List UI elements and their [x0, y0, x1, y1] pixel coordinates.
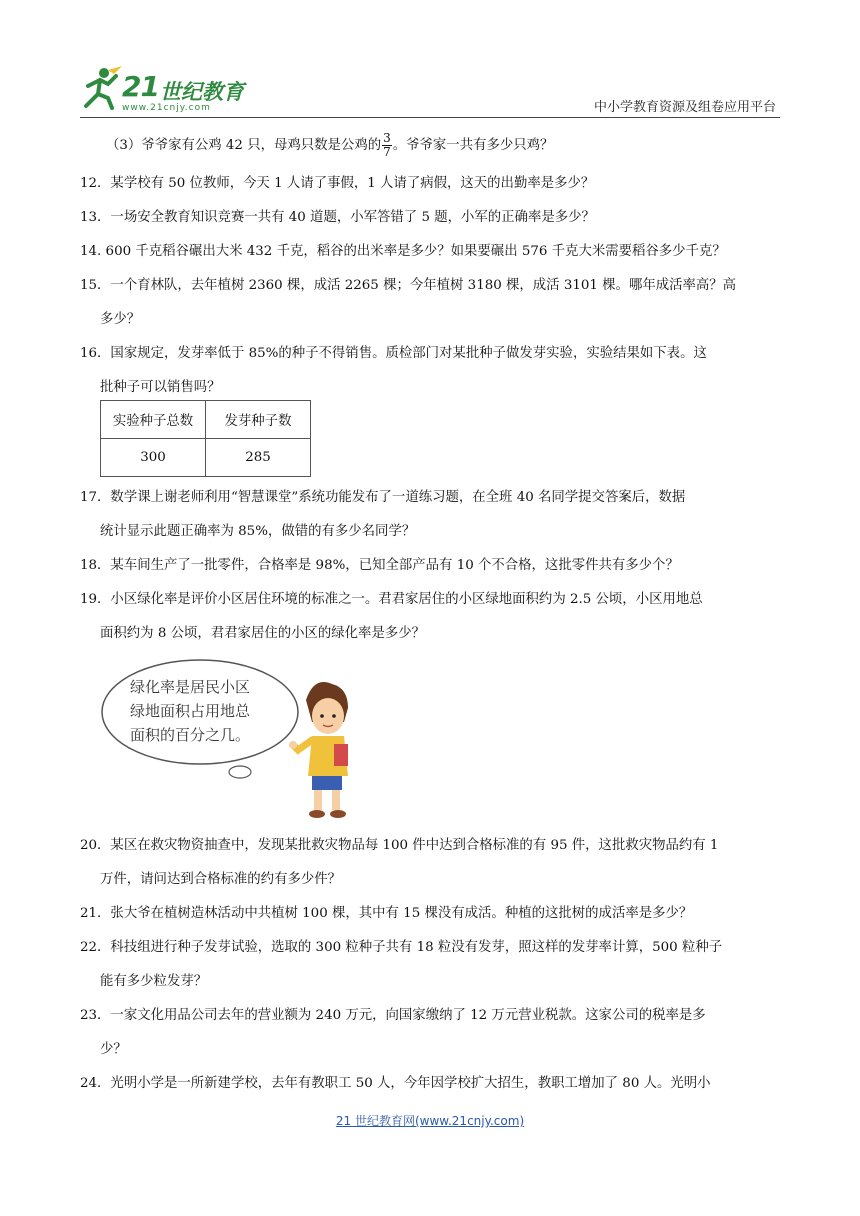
table-row: [101, 439, 311, 477]
bubble-text-1: 绿化率是居民小区: [130, 678, 251, 696]
question-14: 14. 600 千克稻谷碾出大米 432 千克，稻谷的出米率是多少？如果要碾出 576 千克大米需要稻谷多少千克？: [80, 244, 726, 259]
header-divider: [80, 117, 780, 118]
question-20-cont: 万件，请问达到合格标准的约有多少件？: [100, 872, 342, 887]
question-23-cont: 少？: [100, 1042, 127, 1057]
table-header-sprouted: 发芽种子数: [206, 401, 311, 439]
bubble-text-2: 绿地面积占用地总: [130, 702, 251, 720]
footer-link[interactable]: 21 世纪教育网(www.21cnjy.com): [335, 1114, 525, 1128]
thought-bubble-boy-illustration: [100, 654, 360, 824]
question-19: 19．小区绿化率是评价小区居住环境的标准之一。君君家居住的小区绿地面积约为 2.5 公顷，小区用地总: [80, 592, 703, 607]
question-17-cont: 统计显示此题正确率为 85%，做错的有多少名同学？: [100, 524, 416, 539]
table-row: [101, 401, 311, 439]
question-24: 24．光明小学是一所新建学校，去年有教职工 50 人，今年因学校扩大招生，教职工增加了 80 人。光明小: [80, 1076, 711, 1091]
logo: [78, 66, 258, 116]
logo-url: www.21cnjy.com: [122, 103, 211, 113]
fraction-numerator: 3: [383, 131, 391, 145]
illustration: [100, 654, 360, 824]
experiment-table: [100, 400, 311, 477]
question-22-cont: 能有多少粒发芽？: [100, 974, 208, 989]
question-20: 20．某区在救灾物资抽查中，发现某批救灾物品每 100 件中达到合格标准的有 95 件，这批救灾物品约有 1: [80, 838, 719, 853]
question-11-3-before: （3）爷爷家有公鸡 42 只，母鸡只数是公鸡的: [106, 138, 382, 153]
page-header: [0, 0, 860, 120]
question-15: 15．一个育林队，去年植树 2360 棵，成活 2265 棵；今年植树 3180 棵，成活 3101 棵。哪年成活率高？高: [80, 278, 737, 293]
question-15-cont: 多少？: [100, 312, 141, 327]
logo-number: 21: [122, 70, 159, 103]
runner-logo-icon: [78, 66, 124, 110]
table-cell-total: 300: [101, 439, 206, 477]
table-header-total: 实验种子总数: [101, 401, 206, 439]
logo-name: 世纪教育: [160, 80, 244, 104]
question-17: 17．数学课上谢老师利用“智慧课堂”系统功能发布了一道练习题，在全班 40 名同学提交答案后，数据: [80, 490, 686, 505]
question-16-cont: 批种子可以销售吗？: [100, 380, 221, 395]
question-22: 22．科技组进行种子发芽试验，选取的 300 粒种子共有 18 粒没有发芽，照这样的发芽率计算，500 粒种子: [80, 940, 723, 955]
fraction-denominator: 7: [383, 145, 391, 159]
table-cell-sprouted: 285: [206, 439, 311, 477]
fraction: [382, 132, 392, 159]
question-16: 16．国家规定，发芽率低于 85%的种子不得销售。质检部门对某批种子做发芽实验，实验结果如下表。这: [80, 346, 707, 361]
question-11-3-after: 。爷爷家一共有多少只鸡？: [392, 138, 554, 153]
question-18: 18．某车间生产了一批零件，合格率是 98%，已知全部产品有 10 个不合格，这批零件共有多少个？: [80, 558, 679, 573]
question-12: 12．某学校有 50 位教师，今天 1 人请了事假，1 人请了病假，这天的出勤率是多少？: [80, 176, 595, 191]
bubble-text-3: 面积的百分之几。: [130, 726, 251, 744]
platform-name: 中小学教育资源及组卷应用平台: [593, 100, 776, 115]
question-23: 23．一家文化用品公司去年的营业额为 240 万元，向国家缴纳了 12 万元营业税款。这家公司的税率是多: [80, 1008, 706, 1023]
boy-icon: [289, 682, 348, 818]
question-13: 13．一场安全教育知识竞赛一共有 40 道题，小军答错了 5 题，小军的正确率是多少？: [80, 210, 595, 225]
question-19-cont: 面积约为 8 公顷，君君家居住的小区的绿化率是多少？: [100, 626, 426, 641]
question-11-3: [106, 132, 553, 159]
page-footer: [0, 1112, 860, 1129]
question-21: 21．张大爷在植树造林活动中共植树 100 棵，其中有 15 棵没有成活。种植的这批树的成活率是多少？: [80, 906, 693, 921]
